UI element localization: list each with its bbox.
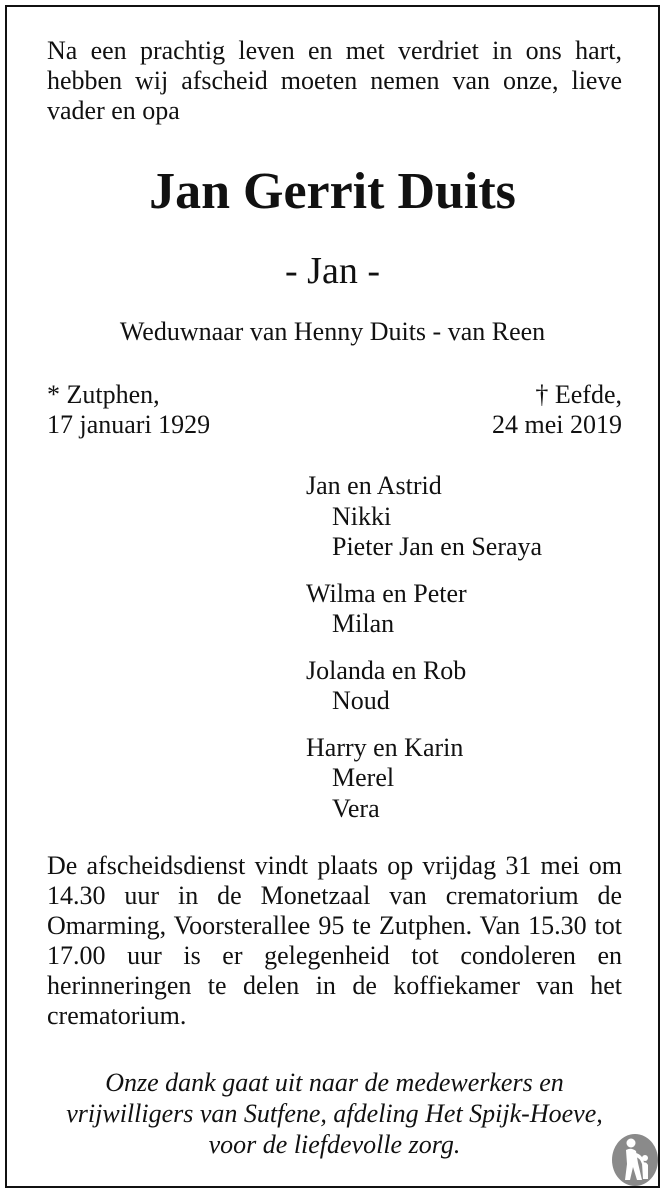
death-date: 24 mei 2019 — [492, 410, 622, 439]
family-group — [306, 579, 542, 640]
intro-text: Na een prachtig leven en met verdriet in ons hart, hebben wij afscheid moeten nemen van onze, lieve vader en opa — [47, 36, 622, 125]
thanks-text — [0, 1067, 669, 1160]
caregiver-figure-icon — [611, 1133, 659, 1187]
thanks-line: voor de liefdevolle zorg. — [208, 1130, 461, 1159]
service-details: De afscheidsdienst vindt plaats op vrijdag 31 mei om 14.30 uur in de Monetzaal van crematorium de Omarming, Voorsterallee 95 te Zutphen. Van 15.30 tot 17.00 uur is er gelegenheid tot condoleren en herinneringen te delen in de koffiekamer van het crematorium. — [47, 851, 622, 1030]
family-group — [306, 471, 542, 563]
birth-info — [47, 380, 210, 440]
family-child: Vera — [332, 793, 380, 823]
death-info — [492, 380, 622, 440]
family-child: Noud — [332, 686, 390, 715]
family-parents: Wilma en Peter — [306, 578, 467, 608]
family-group — [306, 733, 542, 825]
family-parents: Jolanda en Rob — [306, 655, 467, 685]
family-child: Pieter Jan en Seraya — [332, 532, 543, 561]
birth-date: 17 januari 1929 — [47, 410, 211, 439]
family-parents: Harry en Karin — [306, 732, 464, 762]
death-place: † Eefde, — [535, 380, 622, 409]
thanks-line: Onze dank gaat uit naar de medewerkers en — [105, 1068, 564, 1097]
thanks-line: vrijwilligers van Sutfene, afdeling Het Spijk-Hoeve, — [66, 1099, 603, 1128]
family-child: Merel — [332, 763, 395, 792]
deceased-nickname: - Jan - — [285, 250, 380, 292]
family-group — [306, 656, 542, 717]
family-child: Milan — [332, 609, 395, 638]
family-list — [306, 471, 542, 840]
family-child: Nikki — [332, 501, 392, 531]
family-parents: Jan en Astrid — [306, 471, 442, 500]
widower-line: Weduwnaar van Henny Duits - van Reen — [119, 317, 546, 346]
deceased-name: Jan Gerrit Duits — [149, 163, 516, 220]
birth-place: * Zutphen, — [47, 380, 160, 409]
